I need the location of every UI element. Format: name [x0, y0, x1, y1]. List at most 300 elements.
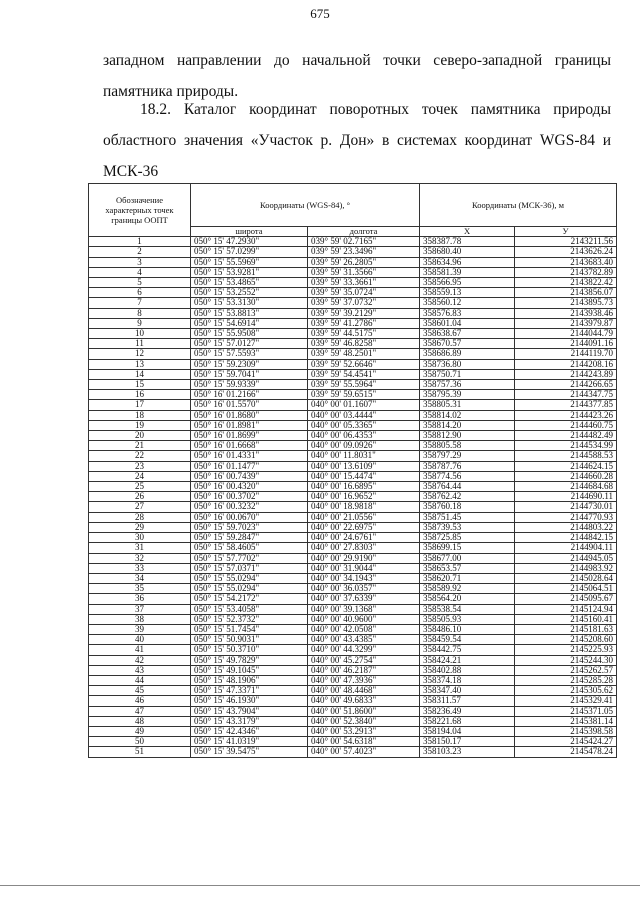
- x-cell: 358764.44: [420, 482, 515, 492]
- y-cell: 2144684.68: [515, 482, 617, 492]
- latitude-cell: 050° 15' 50.9031": [191, 635, 308, 645]
- x-cell: 358347.40: [420, 686, 515, 696]
- latitude-cell: 050° 16' 00.3702": [191, 492, 308, 502]
- table-row: [89, 624, 617, 634]
- y-cell: 2144347.75: [515, 390, 617, 400]
- longitude-cell: 039° 59' 31.3566": [308, 267, 420, 277]
- subheader-latitude: широта: [191, 227, 308, 237]
- table-row: [89, 522, 617, 532]
- y-cell: 2145305.62: [515, 686, 617, 696]
- latitude-cell: 050° 16' 01.8699": [191, 431, 308, 441]
- latitude-cell: 050° 15' 59.2309": [191, 359, 308, 369]
- table-row: [89, 635, 617, 645]
- y-cell: 2144660.28: [515, 471, 617, 481]
- point-number: 25: [89, 482, 191, 492]
- table-row: [89, 471, 617, 481]
- y-cell: 2144460.75: [515, 420, 617, 430]
- point-number: 11: [89, 339, 191, 349]
- latitude-cell: 050° 16' 00.7439": [191, 471, 308, 481]
- table-row: [89, 451, 617, 461]
- y-cell: 2143626.24: [515, 247, 617, 257]
- point-number: 35: [89, 584, 191, 594]
- point-number: 31: [89, 543, 191, 553]
- point-number: 9: [89, 318, 191, 328]
- y-cell: 2144945.05: [515, 553, 617, 563]
- latitude-cell: 050° 16' 00.3232": [191, 502, 308, 512]
- longitude-cell: 040° 00' 16.6895": [308, 482, 420, 492]
- col-header-designation: Обозначение характерных точек границы ООПТ: [89, 184, 191, 237]
- longitude-cell: 039° 59' 33.3661": [308, 278, 420, 288]
- longitude-cell: 040° 00' 03.4444": [308, 410, 420, 420]
- y-cell: 2144803.22: [515, 522, 617, 532]
- table-row: [89, 553, 617, 563]
- longitude-cell: 040° 00' 15.4474": [308, 471, 420, 481]
- table-row: [89, 482, 617, 492]
- point-number: 45: [89, 686, 191, 696]
- x-cell: 358725.85: [420, 533, 515, 543]
- longitude-cell: 039° 59' 41.2786": [308, 318, 420, 328]
- point-number: 17: [89, 400, 191, 410]
- x-cell: 358194.04: [420, 726, 515, 736]
- section-heading: [103, 94, 611, 187]
- y-cell: 2143782.89: [515, 267, 617, 277]
- table-row: [89, 329, 617, 339]
- point-number: 49: [89, 726, 191, 736]
- x-cell: 358797.29: [420, 451, 515, 461]
- longitude-cell: 040° 00' 37.6339": [308, 594, 420, 604]
- point-number: 8: [89, 308, 191, 318]
- longitude-cell: 040° 00' 13.6109": [308, 461, 420, 471]
- table-row: [89, 563, 617, 573]
- x-cell: 358150.17: [420, 737, 515, 747]
- y-cell: 2145244.30: [515, 655, 617, 665]
- y-cell: 2144044.79: [515, 329, 617, 339]
- point-number: 7: [89, 298, 191, 308]
- longitude-cell: 040° 00' 43.4385": [308, 635, 420, 645]
- longitude-cell: 040° 00' 06.4353": [308, 431, 420, 441]
- longitude-cell: 039° 59' 52.6646": [308, 359, 420, 369]
- longitude-cell: 040° 00' 57.4023": [308, 747, 420, 757]
- longitude-cell: 040° 00' 52.3840": [308, 716, 420, 726]
- point-number: 37: [89, 604, 191, 614]
- table-row: [89, 247, 617, 257]
- point-number: 20: [89, 431, 191, 441]
- longitude-cell: 040° 00' 11.8031": [308, 451, 420, 461]
- table-row: [89, 431, 617, 441]
- longitude-cell: 039° 59' 59.6515": [308, 390, 420, 400]
- longitude-cell: 039° 59' 39.2129": [308, 308, 420, 318]
- point-number: 13: [89, 359, 191, 369]
- coordinates-table-body: [89, 237, 617, 757]
- y-cell: 2144624.15: [515, 461, 617, 471]
- longitude-cell: 040° 00' 05.3365": [308, 420, 420, 430]
- y-cell: 2143856.07: [515, 288, 617, 298]
- x-cell: 358762.42: [420, 492, 515, 502]
- x-cell: 358739.53: [420, 522, 515, 532]
- point-number: 39: [89, 624, 191, 634]
- latitude-cell: 050° 15' 57.0371": [191, 563, 308, 573]
- x-cell: 358581.39: [420, 267, 515, 277]
- x-cell: 358757.36: [420, 380, 515, 390]
- latitude-cell: 050° 16' 01.4331": [191, 451, 308, 461]
- x-cell: 358795.39: [420, 390, 515, 400]
- latitude-cell: 050° 16' 01.8981": [191, 420, 308, 430]
- table-row: [89, 584, 617, 594]
- point-number: 6: [89, 288, 191, 298]
- table-row: [89, 410, 617, 420]
- x-cell: 358634.96: [420, 257, 515, 267]
- latitude-cell: 050° 15' 53.4865": [191, 278, 308, 288]
- table-row: [89, 543, 617, 553]
- latitude-cell: 050° 15' 50.3710": [191, 645, 308, 655]
- y-cell: 2143979.87: [515, 318, 617, 328]
- table-row: [89, 461, 617, 471]
- longitude-cell: 040° 00' 01.1607": [308, 400, 420, 410]
- point-number: 46: [89, 696, 191, 706]
- longitude-cell: 040° 00' 31.9044": [308, 563, 420, 573]
- x-cell: 358750.71: [420, 369, 515, 379]
- col-header-msk36: Координаты (МСК-36), м: [420, 184, 617, 227]
- latitude-cell: 050° 15' 58.4605": [191, 543, 308, 553]
- latitude-cell: 050° 15' 52.3732": [191, 614, 308, 624]
- latitude-cell: 050° 15' 59.2847": [191, 533, 308, 543]
- table-row: [89, 737, 617, 747]
- table-row: [89, 512, 617, 522]
- x-cell: 358812.90: [420, 431, 515, 441]
- x-cell: 358760.18: [420, 502, 515, 512]
- table-row: [89, 308, 617, 318]
- latitude-cell: 050° 15' 43.7904": [191, 706, 308, 716]
- table-row: [89, 318, 617, 328]
- latitude-cell: 050° 15' 55.9508": [191, 329, 308, 339]
- latitude-cell: 050° 15' 57.0127": [191, 339, 308, 349]
- longitude-cell: 039° 59' 37.0732": [308, 298, 420, 308]
- x-cell: 358699.15: [420, 543, 515, 553]
- x-cell: 358680.40: [420, 247, 515, 257]
- longitude-cell: 040° 00' 24.6761": [308, 533, 420, 543]
- y-cell: 2145064.51: [515, 584, 617, 594]
- x-cell: 358686.89: [420, 349, 515, 359]
- longitude-cell: 039° 59' 35.0724": [308, 288, 420, 298]
- table-row: [89, 492, 617, 502]
- point-number: 18: [89, 410, 191, 420]
- y-cell: 2145028.64: [515, 573, 617, 583]
- longitude-cell: 040° 00' 22.6975": [308, 522, 420, 532]
- point-number: 4: [89, 267, 191, 277]
- point-number: 50: [89, 737, 191, 747]
- col-header-wgs84: Координаты (WGS-84), °: [191, 184, 420, 227]
- latitude-cell: 050° 16' 01.6668": [191, 441, 308, 451]
- table-row: [89, 257, 617, 267]
- point-number: 27: [89, 502, 191, 512]
- longitude-cell: 040° 00' 47.3936": [308, 675, 420, 685]
- y-cell: 2144842.15: [515, 533, 617, 543]
- table-row: [89, 420, 617, 430]
- table-row: [89, 706, 617, 716]
- subheader-y: У: [515, 227, 617, 237]
- table-row: [89, 359, 617, 369]
- x-cell: 358560.12: [420, 298, 515, 308]
- subheader-x: X: [420, 227, 515, 237]
- longitude-cell: 039° 59' 44.5175": [308, 329, 420, 339]
- latitude-cell: 050° 15' 57.0299": [191, 247, 308, 257]
- x-cell: 358787.76: [420, 461, 515, 471]
- table-row: [89, 400, 617, 410]
- latitude-cell: 050° 16' 01.8680": [191, 410, 308, 420]
- longitude-cell: 040° 00' 54.6318": [308, 737, 420, 747]
- latitude-cell: 050° 15' 46.1930": [191, 696, 308, 706]
- point-number: 40: [89, 635, 191, 645]
- x-cell: 358774.56: [420, 471, 515, 481]
- y-cell: 2145285.28: [515, 675, 617, 685]
- latitude-cell: 050° 15' 59.7023": [191, 522, 308, 532]
- longitude-cell: 039° 59' 26.2805": [308, 257, 420, 267]
- table-row: [89, 278, 617, 288]
- point-number: 5: [89, 278, 191, 288]
- x-cell: 358601.04: [420, 318, 515, 328]
- table-row: [89, 726, 617, 736]
- x-cell: 358442.75: [420, 645, 515, 655]
- point-number: 33: [89, 563, 191, 573]
- table-row: [89, 716, 617, 726]
- table-row: [89, 696, 617, 706]
- point-number: 29: [89, 522, 191, 532]
- x-cell: 358805.31: [420, 400, 515, 410]
- y-cell: 2144482.49: [515, 431, 617, 441]
- point-number: 14: [89, 369, 191, 379]
- y-cell: 2144243.89: [515, 369, 617, 379]
- y-cell: 2145381.14: [515, 716, 617, 726]
- point-number: 42: [89, 655, 191, 665]
- x-cell: 358566.95: [420, 278, 515, 288]
- latitude-cell: 050° 15' 47.2930": [191, 237, 308, 247]
- coordinates-table: [88, 183, 617, 758]
- latitude-cell: 050° 15' 41.0319": [191, 737, 308, 747]
- x-cell: 358736.80: [420, 359, 515, 369]
- page-number: 675: [310, 6, 330, 21]
- point-number: 43: [89, 665, 191, 675]
- y-cell: 2145160.41: [515, 614, 617, 624]
- table-row: [89, 369, 617, 379]
- point-number: 24: [89, 471, 191, 481]
- y-cell: 2145262.57: [515, 665, 617, 675]
- latitude-cell: 050° 15' 42.4346": [191, 726, 308, 736]
- y-cell: 2144208.16: [515, 359, 617, 369]
- y-cell: 2145181.63: [515, 624, 617, 634]
- latitude-cell: 050° 15' 55.0294": [191, 573, 308, 583]
- latitude-cell: 050° 15' 53.9281": [191, 267, 308, 277]
- latitude-cell: 050° 15' 49.7829": [191, 655, 308, 665]
- table-row: [89, 645, 617, 655]
- longitude-cell: 040° 00' 42.0508": [308, 624, 420, 634]
- longitude-cell: 039° 59' 46.8258": [308, 339, 420, 349]
- x-cell: 358814.20: [420, 420, 515, 430]
- y-cell: 2145478.24: [515, 747, 617, 757]
- x-cell: 358620.71: [420, 573, 515, 583]
- latitude-cell: 050° 15' 59.9339": [191, 380, 308, 390]
- point-number: 36: [89, 594, 191, 604]
- table-row: [89, 288, 617, 298]
- longitude-cell: 040° 00' 21.0556": [308, 512, 420, 522]
- longitude-cell: 040° 00' 48.4468": [308, 686, 420, 696]
- y-cell: 2143938.46: [515, 308, 617, 318]
- point-number: 41: [89, 645, 191, 655]
- latitude-cell: 050° 15' 54.6914": [191, 318, 308, 328]
- section-heading-line-1: 18.2. Каталог координат поворотных точек памятника природы: [140, 101, 611, 118]
- x-cell: 358670.57: [420, 339, 515, 349]
- latitude-cell: 050° 15' 57.5593": [191, 349, 308, 359]
- table-row: [89, 441, 617, 451]
- point-number: 26: [89, 492, 191, 502]
- subheader-longitude: долгота: [308, 227, 420, 237]
- latitude-cell: 050° 16' 00.0670": [191, 512, 308, 522]
- table-row: [89, 237, 617, 247]
- latitude-cell: 050° 16' 00.4320": [191, 482, 308, 492]
- point-number: 38: [89, 614, 191, 624]
- latitude-cell: 050° 15' 48.1906": [191, 675, 308, 685]
- point-number: 47: [89, 706, 191, 716]
- page-bottom-divider: [0, 885, 640, 886]
- intro-line-1: западном направлении до начальной точки северо-западной границы: [103, 52, 611, 69]
- longitude-cell: 040° 00' 18.9818": [308, 502, 420, 512]
- y-cell: 2144377.85: [515, 400, 617, 410]
- section-heading-line-3: МСК-36: [103, 163, 159, 180]
- y-cell: 2145124.94: [515, 604, 617, 614]
- longitude-cell: 040° 00' 40.9600": [308, 614, 420, 624]
- longitude-cell: 039° 59' 55.5964": [308, 380, 420, 390]
- point-number: 3: [89, 257, 191, 267]
- y-cell: 2144091.16: [515, 339, 617, 349]
- latitude-cell: 050° 15' 54.2172": [191, 594, 308, 604]
- latitude-cell: 050° 15' 43.3179": [191, 716, 308, 726]
- x-cell: 358402.88: [420, 665, 515, 675]
- table-row: [89, 502, 617, 512]
- y-cell: 2144983.92: [515, 563, 617, 573]
- longitude-cell: 040° 00' 53.2913": [308, 726, 420, 736]
- table-row: [89, 747, 617, 757]
- y-cell: 2144730.01: [515, 502, 617, 512]
- x-cell: 358505.93: [420, 614, 515, 624]
- y-cell: 2145225.93: [515, 645, 617, 655]
- latitude-cell: 050° 16' 01.1477": [191, 461, 308, 471]
- longitude-cell: 039° 59' 54.4541": [308, 369, 420, 379]
- point-number: 2: [89, 247, 191, 257]
- table-row: [89, 298, 617, 308]
- section-heading-line-2: областного значения «Участок р. Дон» в системах координат WGS-84 и: [103, 132, 611, 149]
- latitude-cell: 050° 15' 53.2552": [191, 288, 308, 298]
- y-cell: 2144690.11: [515, 492, 617, 502]
- x-cell: 358805.58: [420, 441, 515, 451]
- latitude-cell: 050° 15' 53.4058": [191, 604, 308, 614]
- x-cell: 358814.02: [420, 410, 515, 420]
- y-cell: 2145329.41: [515, 696, 617, 706]
- y-cell: 2144423.26: [515, 410, 617, 420]
- point-number: 32: [89, 553, 191, 563]
- y-cell: 2145095.67: [515, 594, 617, 604]
- longitude-cell: 040° 00' 29.9190": [308, 553, 420, 563]
- longitude-cell: 040° 00' 16.9652": [308, 492, 420, 502]
- x-cell: 358387.78: [420, 237, 515, 247]
- x-cell: 358638.67: [420, 329, 515, 339]
- x-cell: 358236.49: [420, 706, 515, 716]
- longitude-cell: 040° 00' 45.2754": [308, 655, 420, 665]
- latitude-cell: 050° 15' 51.7454": [191, 624, 308, 634]
- longitude-cell: 040° 00' 27.8303": [308, 543, 420, 553]
- y-cell: 2143822.42: [515, 278, 617, 288]
- y-cell: 2144119.70: [515, 349, 617, 359]
- latitude-cell: 050° 15' 39.5475": [191, 747, 308, 757]
- y-cell: 2143683.40: [515, 257, 617, 267]
- x-cell: 358221.68: [420, 716, 515, 726]
- y-cell: 2144588.53: [515, 451, 617, 461]
- x-cell: 358424.21: [420, 655, 515, 665]
- table-row: [89, 686, 617, 696]
- intro-line-2: памятника природы.: [103, 83, 239, 100]
- x-cell: 358486.10: [420, 624, 515, 634]
- point-number: 16: [89, 390, 191, 400]
- y-cell: 2145371.05: [515, 706, 617, 716]
- y-cell: 2144770.93: [515, 512, 617, 522]
- table-row: [89, 675, 617, 685]
- longitude-cell: 040° 00' 44.3299": [308, 645, 420, 655]
- y-cell: 2144904.11: [515, 543, 617, 553]
- table-row: [89, 594, 617, 604]
- latitude-cell: 050° 15' 53.3130": [191, 298, 308, 308]
- table-row: [89, 665, 617, 675]
- table-row: [89, 380, 617, 390]
- x-cell: 358589.92: [420, 584, 515, 594]
- latitude-cell: 050° 15' 49.1045": [191, 665, 308, 675]
- point-number: 48: [89, 716, 191, 726]
- point-number: 51: [89, 747, 191, 757]
- longitude-cell: 040° 00' 49.6833": [308, 696, 420, 706]
- longitude-cell: 040° 00' 36.0357": [308, 584, 420, 594]
- point-number: 15: [89, 380, 191, 390]
- y-cell: 2144534.99: [515, 441, 617, 451]
- latitude-cell: 050° 15' 55.5969": [191, 257, 308, 267]
- longitude-cell: 039° 59' 02.7165": [308, 237, 420, 247]
- point-number: 28: [89, 512, 191, 522]
- point-number: 19: [89, 420, 191, 430]
- x-cell: 358564.20: [420, 594, 515, 604]
- longitude-cell: 040° 00' 34.1943": [308, 573, 420, 583]
- longitude-cell: 040° 00' 51.8600": [308, 706, 420, 716]
- table-row: [89, 614, 617, 624]
- x-cell: 358576.83: [420, 308, 515, 318]
- x-cell: 358103.23: [420, 747, 515, 757]
- point-number: 23: [89, 461, 191, 471]
- y-cell: 2145398.58: [515, 726, 617, 736]
- longitude-cell: 039° 59' 23.3496": [308, 247, 420, 257]
- x-cell: 358677.00: [420, 553, 515, 563]
- x-cell: 358374.18: [420, 675, 515, 685]
- table-row: [89, 655, 617, 665]
- y-cell: 2145208.60: [515, 635, 617, 645]
- latitude-cell: 050° 15' 57.7702": [191, 553, 308, 563]
- point-number: 12: [89, 349, 191, 359]
- y-cell: 2143211.56: [515, 237, 617, 247]
- table-row: [89, 349, 617, 359]
- table-row: [89, 533, 617, 543]
- table-row: [89, 390, 617, 400]
- latitude-cell: 050° 15' 55.0294": [191, 584, 308, 594]
- point-number: 21: [89, 441, 191, 451]
- x-cell: 358311.57: [420, 696, 515, 706]
- x-cell: 358653.57: [420, 563, 515, 573]
- y-cell: 2143895.73: [515, 298, 617, 308]
- x-cell: 358538.54: [420, 604, 515, 614]
- table-row: [89, 339, 617, 349]
